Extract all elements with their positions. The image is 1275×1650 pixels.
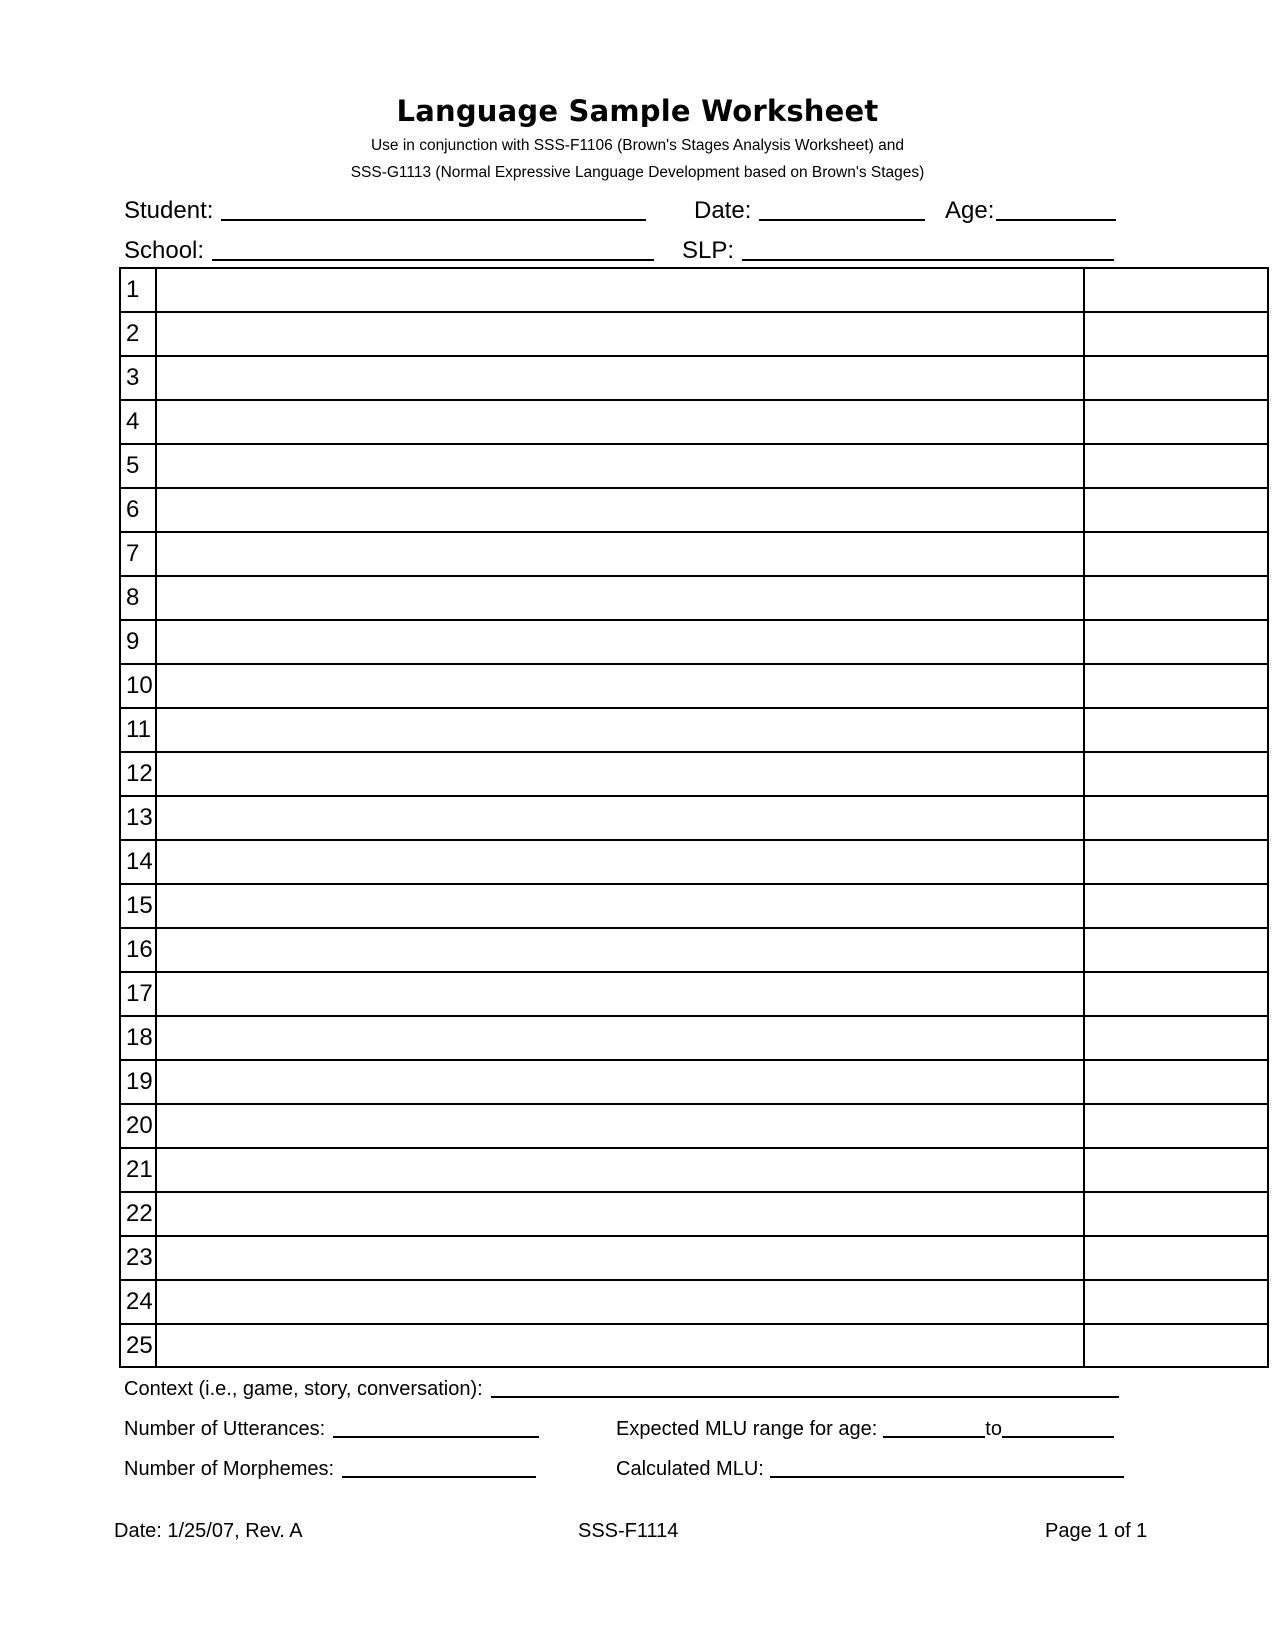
morpheme-count-cell[interactable] — [1085, 269, 1267, 311]
morpheme-count-cell[interactable] — [1085, 313, 1267, 355]
slp-input-line[interactable] — [742, 259, 1114, 261]
morpheme-count-cell[interactable] — [1085, 973, 1267, 1015]
table-row — [121, 489, 1267, 533]
morpheme-count-cell[interactable] — [1085, 1237, 1267, 1279]
table-row — [121, 797, 1267, 841]
row-number: 1 — [121, 269, 157, 311]
row-number: 3 — [121, 357, 157, 399]
utterance-table — [119, 267, 1269, 1368]
subtitle-line-2: SSS-G1113 (Normal Expressive Language Development based on Brown's Stages) — [350, 164, 925, 181]
utterance-cell[interactable] — [157, 1281, 1085, 1323]
row-number: 9 — [121, 621, 157, 663]
school-label: School: — [124, 237, 205, 264]
morpheme-count-cell[interactable] — [1085, 445, 1267, 487]
student-field — [124, 195, 646, 225]
morpheme-count-cell[interactable] — [1085, 1281, 1267, 1323]
morphemes-field — [124, 1455, 536, 1481]
utterance-cell[interactable] — [157, 1105, 1085, 1147]
student-label: Student: — [124, 197, 214, 224]
row-number: 10 — [121, 665, 157, 707]
table-row — [121, 401, 1267, 445]
utterance-cell[interactable] — [157, 1325, 1085, 1366]
table-row — [121, 1149, 1267, 1193]
table-row — [121, 269, 1267, 313]
morpheme-count-cell[interactable] — [1085, 885, 1267, 927]
row-number: 24 — [121, 1281, 157, 1323]
utterance-cell[interactable] — [157, 313, 1085, 355]
table-row — [121, 621, 1267, 665]
row-number: 4 — [121, 401, 157, 443]
utterance-cell[interactable] — [157, 269, 1085, 311]
row-number: 23 — [121, 1237, 157, 1279]
table-row — [121, 1325, 1267, 1366]
morphemes-input-line[interactable] — [342, 1476, 536, 1478]
morpheme-count-cell[interactable] — [1085, 753, 1267, 795]
date-field — [694, 195, 925, 225]
utterances-input-line[interactable] — [333, 1436, 539, 1438]
school-field — [124, 235, 654, 265]
utterance-cell[interactable] — [157, 445, 1085, 487]
date-label: Date: — [694, 197, 752, 224]
expected-mlu-max-line[interactable] — [1002, 1436, 1114, 1438]
expected-mlu-to: to — [985, 1418, 1002, 1440]
row-number: 14 — [121, 841, 157, 883]
expected-mlu-field — [616, 1415, 1114, 1441]
row-number: 8 — [121, 577, 157, 619]
utterances-label: Number of Utterances: — [124, 1418, 326, 1440]
context-label: Context (i.e., game, story, conversation): — [124, 1378, 483, 1400]
table-row — [121, 313, 1267, 357]
table-row — [121, 1237, 1267, 1281]
slp-label: SLP: — [682, 237, 735, 264]
morpheme-count-cell[interactable] — [1085, 797, 1267, 839]
utterance-cell[interactable] — [157, 1017, 1085, 1059]
morpheme-count-cell[interactable] — [1085, 929, 1267, 971]
row-number: 15 — [121, 885, 157, 927]
age-label: Age: — [945, 197, 995, 224]
row-number: 2 — [121, 313, 157, 355]
morpheme-count-cell[interactable] — [1085, 357, 1267, 399]
utterance-cell[interactable] — [157, 401, 1085, 443]
calculated-mlu-label: Calculated MLU: — [616, 1458, 764, 1480]
morphemes-label: Number of Morphemes: — [124, 1458, 335, 1480]
table-row — [121, 1061, 1267, 1105]
school-input-line[interactable] — [212, 259, 654, 261]
table-row — [121, 973, 1267, 1017]
table-row — [121, 577, 1267, 621]
utterance-cell[interactable] — [157, 973, 1085, 1015]
utterance-cell[interactable] — [157, 929, 1085, 971]
footer-form-id: SSS-F1114 — [578, 1520, 679, 1542]
row-number: 5 — [121, 445, 157, 487]
row-number: 18 — [121, 1017, 157, 1059]
row-number: 6 — [121, 489, 157, 531]
table-row — [121, 1105, 1267, 1149]
utterance-cell[interactable] — [157, 621, 1085, 663]
morpheme-count-cell[interactable] — [1085, 401, 1267, 443]
morpheme-count-cell[interactable] — [1085, 1325, 1267, 1366]
table-row — [121, 885, 1267, 929]
row-number: 16 — [121, 929, 157, 971]
utterance-cell[interactable] — [157, 533, 1085, 575]
utterance-cell[interactable] — [157, 577, 1085, 619]
utterances-field — [124, 1415, 539, 1441]
utterance-cell[interactable] — [157, 797, 1085, 839]
page-title: Language Sample Worksheet — [396, 94, 879, 128]
table-row — [121, 665, 1267, 709]
table-row — [121, 1017, 1267, 1061]
morpheme-count-cell[interactable] — [1085, 1193, 1267, 1235]
utterance-cell[interactable] — [157, 1237, 1085, 1279]
row-number: 11 — [121, 709, 157, 751]
context-input-line[interactable] — [491, 1396, 1119, 1398]
morpheme-count-cell[interactable] — [1085, 665, 1267, 707]
footer-date-rev: Date: 1/25/07, Rev. A — [114, 1520, 303, 1542]
utterance-cell[interactable] — [157, 1061, 1085, 1103]
morpheme-count-cell[interactable] — [1085, 841, 1267, 883]
utterance-cell[interactable] — [157, 665, 1085, 707]
table-row — [121, 533, 1267, 577]
utterance-cell[interactable] — [157, 1149, 1085, 1191]
table-row — [121, 841, 1267, 885]
table-row — [121, 753, 1267, 797]
expected-mlu-label: Expected MLU range for age: — [616, 1418, 878, 1440]
morpheme-count-cell[interactable] — [1085, 1061, 1267, 1103]
expected-mlu-min-line[interactable] — [883, 1436, 985, 1438]
student-input-line[interactable] — [221, 219, 646, 221]
calculated-mlu-input-line[interactable] — [770, 1476, 1124, 1478]
utterance-cell[interactable] — [157, 357, 1085, 399]
table-row — [121, 445, 1267, 489]
morpheme-count-cell[interactable] — [1085, 533, 1267, 575]
morpheme-count-cell[interactable] — [1085, 489, 1267, 531]
row-number: 19 — [121, 1061, 157, 1103]
table-row — [121, 357, 1267, 401]
row-number: 12 — [121, 753, 157, 795]
footer-page-number: Page 1 of 1 — [1045, 1520, 1148, 1542]
row-number: 7 — [121, 533, 157, 575]
morpheme-count-cell[interactable] — [1085, 577, 1267, 619]
utterance-cell[interactable] — [157, 489, 1085, 531]
morpheme-count-cell[interactable] — [1085, 1149, 1267, 1191]
utterance-cell[interactable] — [157, 753, 1085, 795]
morpheme-count-cell[interactable] — [1085, 1105, 1267, 1147]
table-row — [121, 709, 1267, 753]
slp-field — [682, 235, 1114, 265]
table-row — [121, 1281, 1267, 1325]
utterance-cell[interactable] — [157, 885, 1085, 927]
row-number: 25 — [121, 1325, 157, 1366]
row-number: 13 — [121, 797, 157, 839]
row-number: 17 — [121, 973, 157, 1015]
context-field — [124, 1375, 1119, 1401]
date-input-line[interactable] — [759, 219, 925, 221]
morpheme-count-cell[interactable] — [1085, 1017, 1267, 1059]
table-row — [121, 1193, 1267, 1237]
utterance-cell[interactable] — [157, 709, 1085, 751]
utterance-cell[interactable] — [157, 1193, 1085, 1235]
calculated-mlu-field — [616, 1455, 1124, 1481]
table-row — [121, 929, 1267, 973]
age-input-line[interactable] — [996, 219, 1116, 221]
row-number: 20 — [121, 1105, 157, 1147]
utterance-cell[interactable] — [157, 841, 1085, 883]
morpheme-count-cell[interactable] — [1085, 621, 1267, 663]
subtitle-line-1: Use in conjunction with SSS-F1106 (Brown's Stages Analysis Worksheet) and — [370, 137, 905, 154]
age-field — [945, 195, 1116, 225]
morpheme-count-cell[interactable] — [1085, 709, 1267, 751]
row-number: 22 — [121, 1193, 157, 1235]
row-number: 21 — [121, 1149, 157, 1191]
